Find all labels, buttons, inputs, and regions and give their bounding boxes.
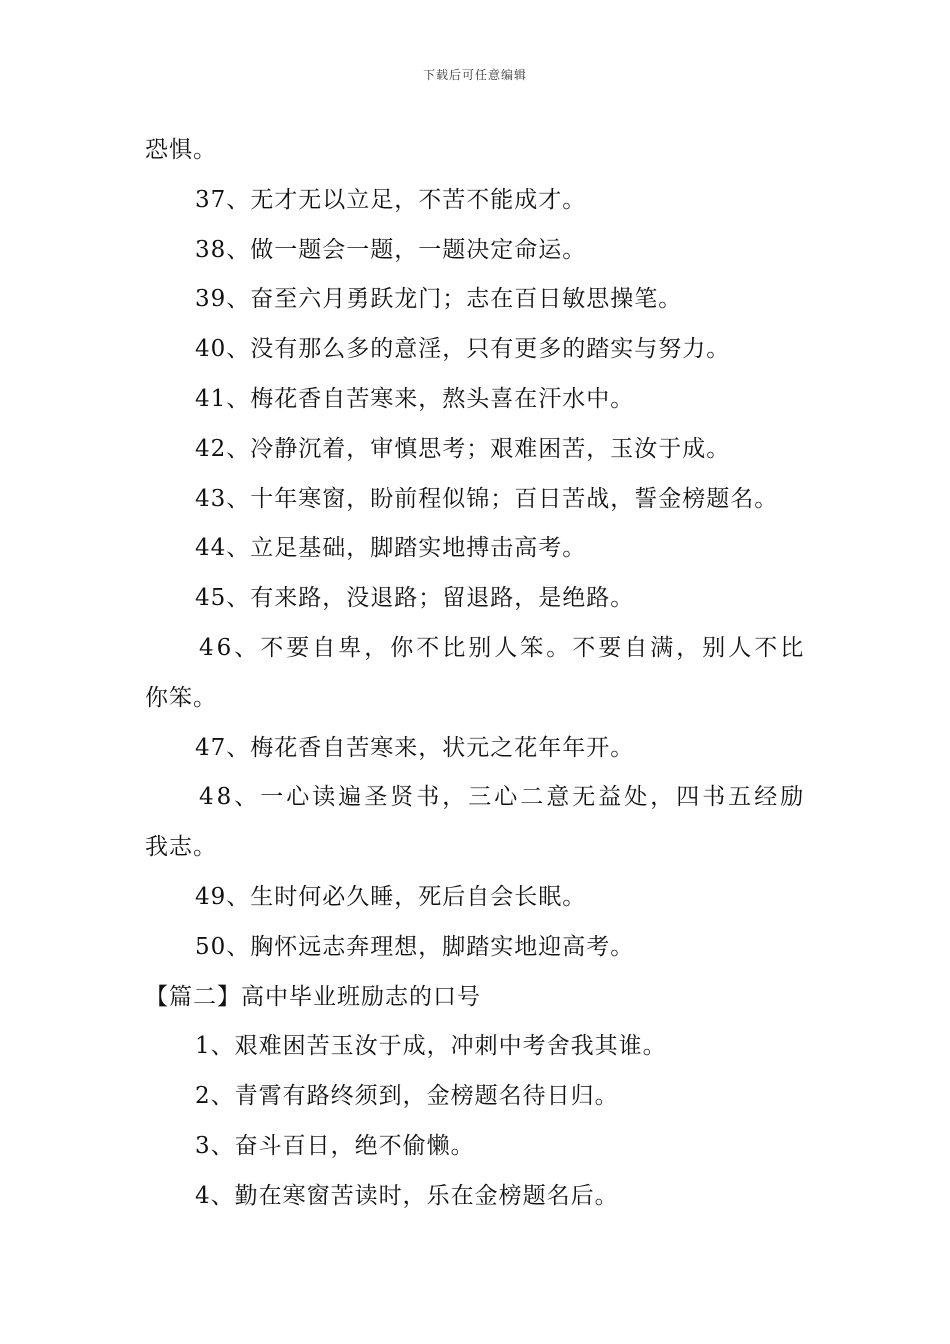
- slogan-41: 41、梅花香自苦寒来，熬头喜在汗水中。: [195, 385, 635, 412]
- slogan-3: 3、奋斗百日，绝不偷懒。: [195, 1132, 475, 1159]
- slogan-45: 45、有来路，没退路；留退路，是绝路。: [195, 585, 635, 612]
- slogan-42: 42、冷静沉着，审慎思考；艰难困苦，玉汝于成。: [195, 435, 731, 462]
- slogan-38: 38、做一题会一题，一题决定命运。: [195, 236, 587, 263]
- slogan-39: 39、奋至六月勇跃龙门；志在百日敏思操笔。: [195, 286, 683, 313]
- section-heading: 【篇二】高中毕业班励志的口号: [145, 983, 481, 1010]
- slogan-37: 37、无才无以立足，不苦不能成才。: [195, 186, 587, 213]
- slogan-50: 50、胸怀远志奔理想，脚踏实地迎高考。: [195, 933, 635, 960]
- slogan-44: 44、立足基础，脚踏实地搏击高考。: [195, 535, 587, 562]
- document-body: [145, 126, 825, 1222]
- slogan-1: 1、艰难困苦玉汝于成，冲刺中考舍我其谁。: [195, 1033, 667, 1060]
- slogan-4: 4、勤在寒窗苦读时，乐在金榜题名后。: [195, 1182, 619, 1209]
- text-line: 恐惧。: [145, 137, 217, 163]
- slogan-46: 46、不要自卑，你不比别人笨。不要自满，别人不比: [199, 634, 807, 661]
- slogan-43: 43、十年寒窗，盼前程似锦；百日苦战，誓金榜题名。: [195, 485, 779, 512]
- page-header-note: 下载后可任意编辑: [422, 68, 527, 82]
- slogan-40: 40、没有那么多的意淫，只有更多的踏实与努力。: [195, 336, 731, 363]
- slogan-48: 48、一心读遍圣贤书，三心二意无益处，四书五经励: [199, 784, 807, 811]
- slogan-48-continuation: 我志。: [145, 834, 217, 861]
- slogan-2: 2、青霄有路终须到，金榜题名待日归。: [195, 1083, 619, 1110]
- slogan-49: 49、生时何必久睡，死后自会长眠。: [195, 883, 587, 910]
- slogan-46-continuation: 你笨。: [145, 684, 217, 711]
- slogan-47: 47、梅花香自苦寒来，状元之花年年开。: [195, 734, 635, 761]
